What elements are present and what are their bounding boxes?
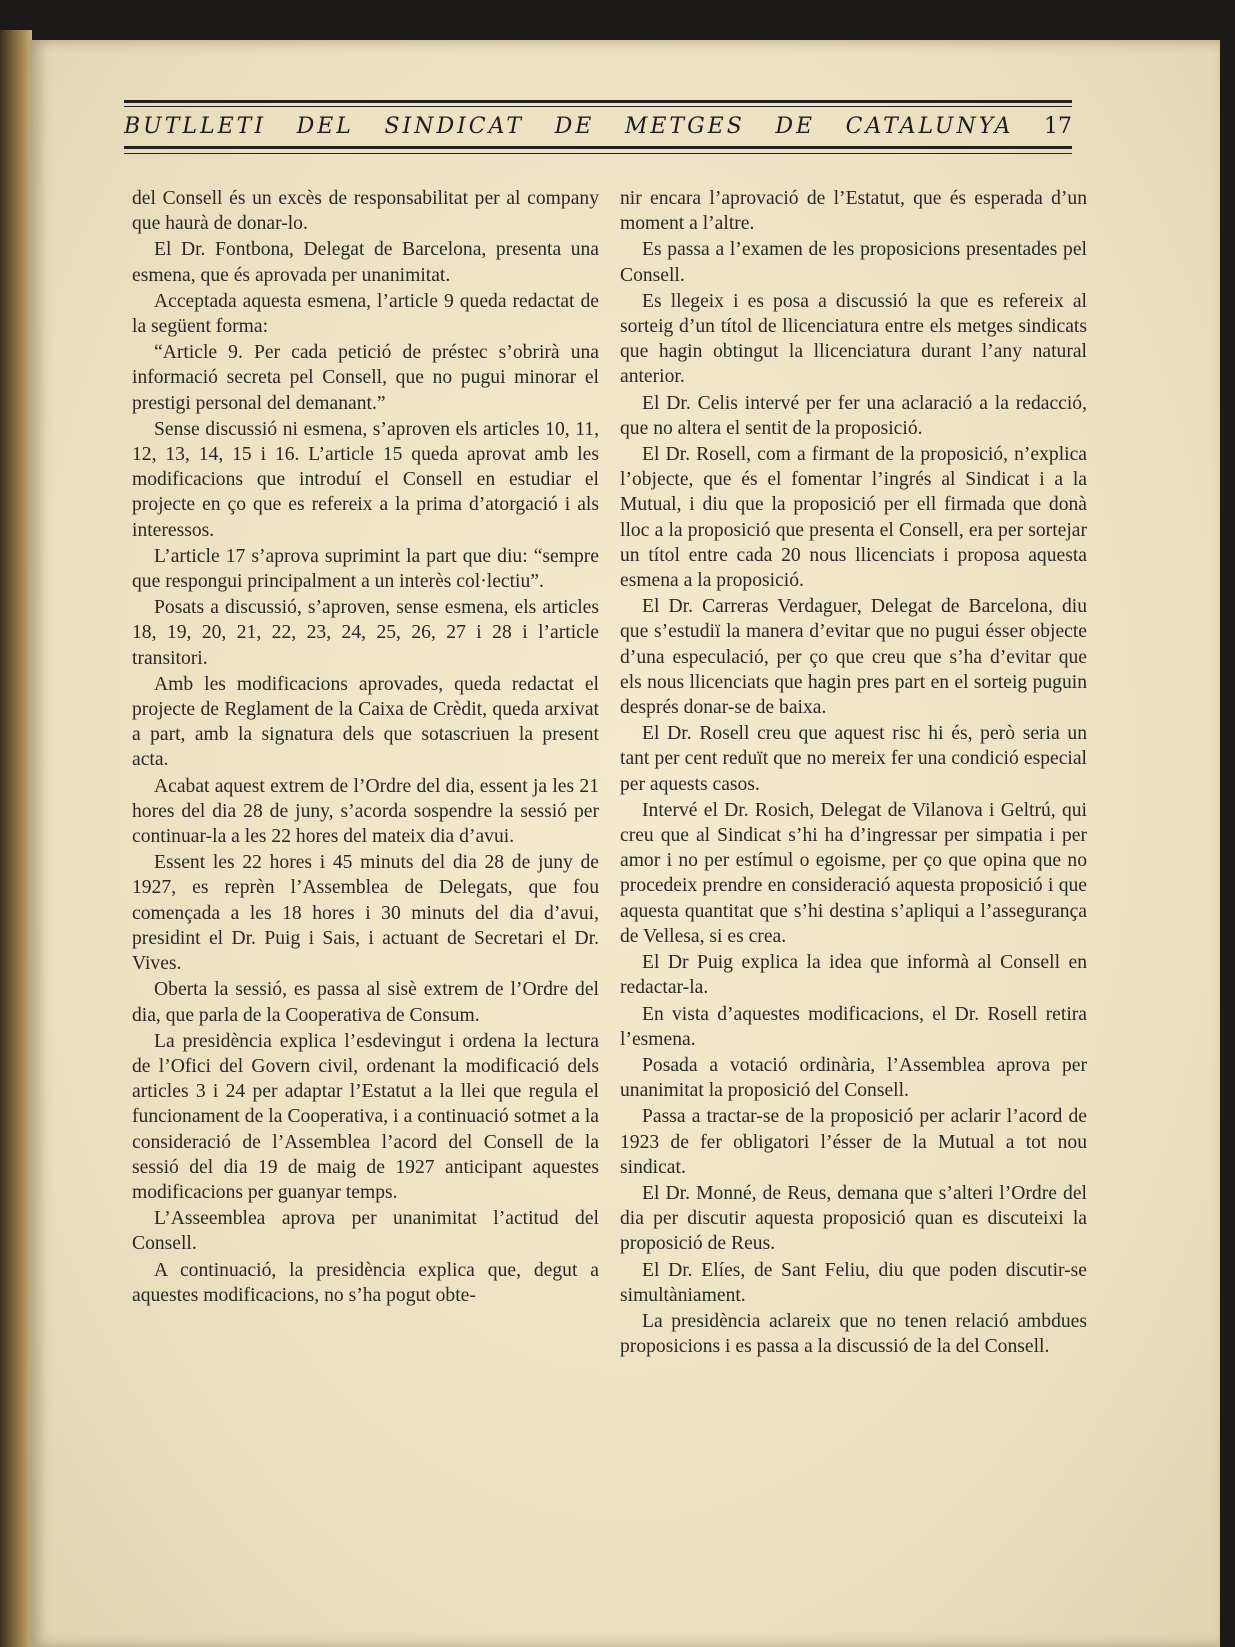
paragraph: Intervé el Dr. Rosich, Delegat de Vilanova i Geltrú, qui creu que al Sindicat s’hi ha d’ingressar per simpatia i per amor i no per estímul o egoisme, per ço que opina que no procedeix prendre en consideració aquesta proposició i que aquesta quantitat que s’hi destina s’apliqui a l’asseguranҫa de Vellesa, si es crea. xyxy=(620,799,1087,947)
paragraph: Acceptada aquesta esmena, l’article 9 queda redactat de la següent forma: xyxy=(132,290,599,338)
paragraph: La presidència explica l’esdevingut i ordena la lectura de l’Ofici del Govern civil, ordenant la modificació dels articles 3 i 24 per adaptar l’Estatut a la llei que regula el funcionament de la Cooperativa, i a continuació sotmet a la consideració de l’Assemblea l’acord del Consell de la sessió del dia 19 de maig de 1927 anticipant aquestes modificacions per guanyar temps. xyxy=(132,1030,599,1203)
paragraph: Posats a discussió, s’aproven, sense esmena, els articles 18, 19, 20, 21, 22, 23, 24, 25, 26, 27 i 28 i l’article transitori. xyxy=(132,597,599,669)
paragraph: El Dr. Rosell, com a firmant de la proposició, n’explica l’objecte, que és el fomentar l’ingrés al Sindicat i a la Mutual, i diu que la proposició per ell firmada que donà lloc a la proposició que presenta el Consell, era per sortejar un títol entre cada 20 nous llicenciats i proposa aquesta esmena a la proposició. xyxy=(620,444,1087,592)
paragraph: Posada a votació ordinària, l’Assemblea aprova per unanimitat la proposició del Consell. xyxy=(620,1054,1087,1102)
paragraph: El Dr. Monné, de Reus, demana que s’alteri l’Ordre del dia per discutir aquesta proposició quan es discuteixi la proposició de Reus. xyxy=(620,1182,1087,1255)
paragraph: Acabat aquest extrem de l’Ordre del dia, essent ja les 21 hores del dia 28 de juny, s’acorda sospendre la sessió per continuar-la a les 22 hores del mateix dia d’avui. xyxy=(132,775,599,848)
right-column xyxy=(620,186,1087,1360)
paragraph: El Dr. Carreras Verdaguer, Delegat de Barcelona, diu que s’estudiï la manera d’evitar que no pugui ésser objecte d’una especulació, per ço que creu que s’ha d’evitar que els nous llicenciats que hagin pres part en el sorteig puguin després donar-se de baixa. xyxy=(620,596,1087,719)
book-spine xyxy=(0,30,32,1647)
paragraph: Oberta la sessió, es passa al sisè extrem de l’Ordre del dia, que parla de la Cooperativa de Consum. xyxy=(132,979,599,1026)
paragraph: La presidència aclareix que no tenen relació ambdues proposicions i es passa a la discussió de la del Consell. xyxy=(620,1310,1087,1358)
header-word: DE xyxy=(554,113,595,139)
left-column xyxy=(132,186,599,1309)
paragraph: Passa a tractar-se de la proposició per aclarir l’acord de 1923 de fer obligatori l’ésser de la Mutual a tot nou sindicat. xyxy=(620,1106,1087,1178)
paragraph: nir encara l’aprovació de l’Estatut, que és esperada d’un moment a l’altre. xyxy=(620,188,1087,235)
header-word: METGES xyxy=(624,113,745,139)
paragraph: Essent les 22 hores i 45 minuts del dia 28 de juny de 1927, es reprèn l’Assemblea de Delegats, que fou començada a les 18 hores i 30 minuts del dia d’avui, presidint el Dr. Puig i Sais, i actuant de Secretari el Dr. Vives. xyxy=(132,852,599,975)
header-rule xyxy=(124,100,1072,103)
paragraph: El Dr. Rosell creu que aquest risc hi és, però seria un tant per cent reduït que no mereix fer una condició especial per aquests casos. xyxy=(620,723,1087,795)
paragraph: L’Asseemblea aprova per unanimitat l’actitud del Consell. xyxy=(132,1208,599,1255)
paragraph: “Article 9. Per cada petició de préstec s’obrirà una informació secreta pel Consell, que no pugui minorar el prestigi personal del demanant.” xyxy=(132,342,599,414)
paragraph: En vista d’aquestes modificacions, el Dr. Rosell retira l’esmena. xyxy=(620,1003,1087,1050)
paragraph: Amb les modificacions aprovades, queda redactat el projecte de Reglament de la Caixa de Crèdit, queda arxivat a part, amb la signatura dels que sotascriuen la present acta. xyxy=(132,673,599,771)
paragraph: Es llegeix i es posa a discussió la que es refereix al sorteig d’un títol de llicenciatura entre els metges sindicats que hagin obtingut la llicenciatura durant l’any natural anterior. xyxy=(620,290,1087,388)
header-word: BUTLLETI xyxy=(124,113,267,139)
paragraph: Es passa a l’examen de les proposicions presentades pel Consell. xyxy=(620,239,1087,286)
paragraph: del Consell és un excès de responsabilitat per al company que haurà de donar-lo. xyxy=(132,188,599,235)
paragraph: El Dr. Elíes, de Sant Feliu, diu que poden discutir-se simultàniament. xyxy=(620,1259,1087,1306)
paragraph: El Dr Puig explica la idea que informà al Consell en redactar-la. xyxy=(620,952,1087,999)
paragraph: El Dr. Fontbona, Delegat de Barcelona, presenta una esmena, que és aprovada per unanimitat. xyxy=(132,239,599,286)
page-number: 17 xyxy=(1043,113,1072,139)
paragraph: El Dr. Celis intervé per fer una aclaració a la redacció, que no altera el sentit de la proposició. xyxy=(620,392,1087,439)
paragraph: A continuació, la presidència explica que, degut a aquestes modificacions, no s’ha pogut obte- xyxy=(132,1259,599,1306)
header-word: CATALUNYA xyxy=(845,113,1014,139)
header-rule xyxy=(124,146,1072,149)
paragraph: L’article 17 s’aprova suprimint la part que diu: “sempre que respongui principalment a un interès col·lectiu”. xyxy=(132,545,599,593)
header-word: SINDICAT xyxy=(384,113,525,139)
header-word: DEL xyxy=(296,113,354,139)
header-rule xyxy=(124,153,1072,154)
paragraph: Sense discussió ni esmena, s’aproven els articles 10, 11, 12, 13, 14, 15 i 16. L’article 15 queda aprovat amb les modificacions que introduí el Consell en estudiar el projecte en ço que es refereix a la prima d’atorgació i als interessos. xyxy=(132,418,599,541)
header-title xyxy=(124,110,1072,142)
header-rule xyxy=(124,106,1072,107)
header-word: DE xyxy=(775,113,816,139)
